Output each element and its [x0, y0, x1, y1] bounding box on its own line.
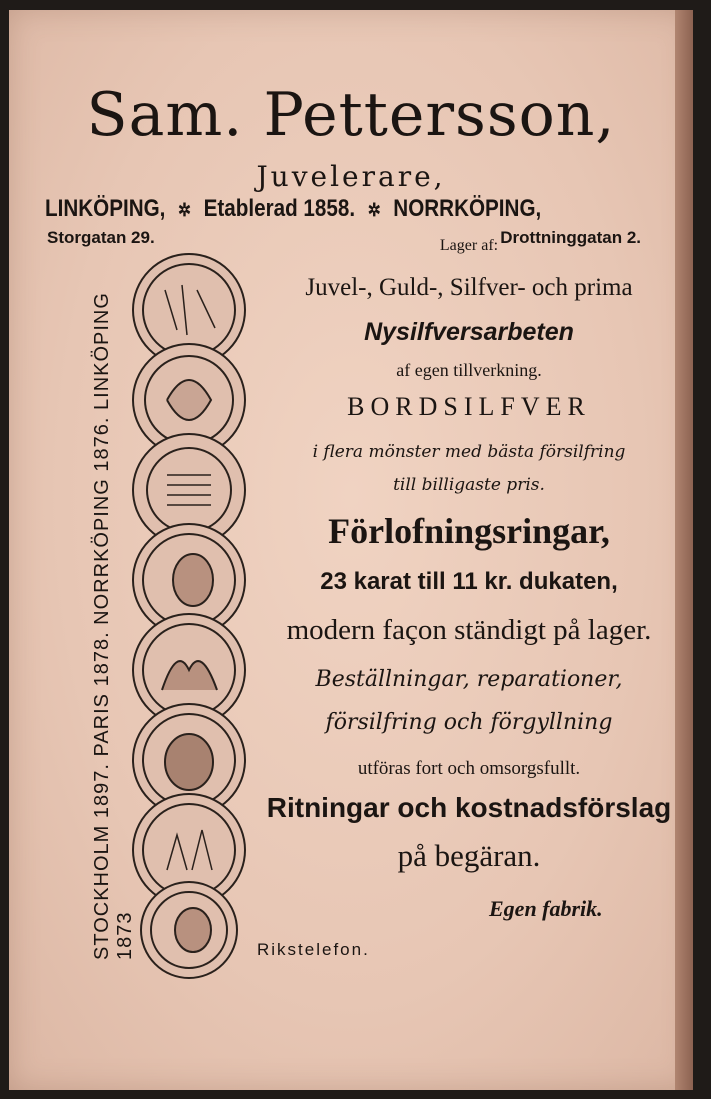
line-ritningar: Ritningar och kostnadsförslag: [266, 792, 672, 823]
line-utforas: utföras fort och omsorgsfullt.: [357, 758, 581, 779]
line-pris: till billigaste pris.: [393, 475, 545, 495]
line-forsilfring: försilfring och förgyllning: [325, 710, 613, 735]
separator-icon: ✲: [367, 200, 381, 220]
line-facon: modern façon ständigt på lager.: [286, 614, 652, 646]
medal-column: [127, 250, 252, 980]
line-karat: 23 karat till 11 kr. dukaten,: [320, 568, 618, 595]
separator-icon: ✲: [178, 200, 192, 220]
line-tillverkning: af egen tillverkning.: [396, 360, 542, 380]
address-line: [45, 195, 541, 223]
lager-label: Lager af:: [439, 237, 499, 254]
left-city: LINKÖPING,: [45, 195, 166, 222]
right-street: Drottninggatan 2.: [500, 228, 641, 247]
right-city: NORRKÖPING,: [393, 195, 542, 222]
line-egen-fabrik: Egen fabrik.: [489, 896, 603, 921]
line-begaran: på begäran.: [397, 838, 541, 873]
line-forlofningsringar: Förlofningsringar,: [328, 511, 610, 551]
line-monster: i flera mönster med bästa försilfring: [312, 442, 626, 462]
medal-king-stockholm-icon: [141, 882, 237, 978]
line-nysilfver: Nysilfversarbeten: [364, 318, 574, 346]
line-juvel: Juvel-, Guld-, Silfver- och prima: [305, 274, 633, 301]
line-rikstelefon: Rikstelefon.: [257, 940, 370, 959]
profession: Juvelerare,: [256, 160, 446, 193]
advertisement-page: [9, 10, 693, 1090]
established: Etablerad 1858.: [203, 195, 356, 222]
line-bestallningar: Beställningar, reparationer,: [315, 667, 623, 692]
shop-name: Sam. Pettersson,: [86, 80, 616, 150]
left-street: Storgatan 29.: [47, 228, 155, 247]
line-bordsilfver: BORDSILFVER: [347, 392, 591, 421]
exhibition-list: STOCKHOLM 1897. PARIS 1878. NORRKÖPING 1876. LINKÖPING 1873: [91, 292, 136, 960]
